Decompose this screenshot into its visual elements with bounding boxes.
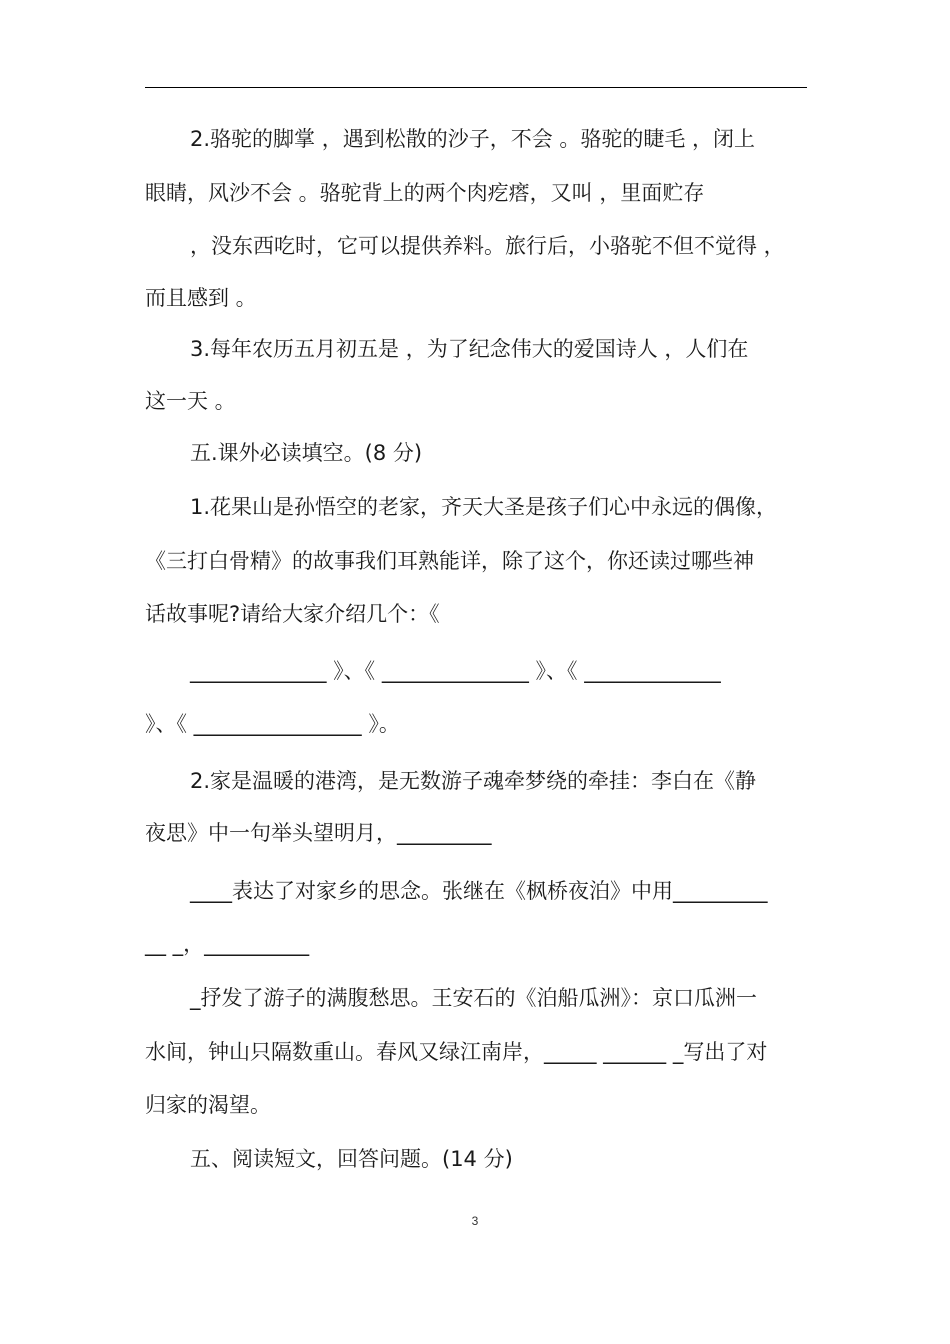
text-line: 水间，钟山只隔数重山。春风又绿江南岸，_____ ______ _写出了对 <box>145 1040 768 1064</box>
text-line: 这一天 。 <box>145 389 236 413</box>
text-line: 夜思》中一句举头望明月，_________ <box>145 821 492 845</box>
blank-line: 》、《 ________________ 》。 <box>145 712 400 736</box>
page-number: 3 <box>471 1214 479 1228</box>
text-line: 《三打白骨精》的故事我们耳熟能详，除了这个，你还读过哪些神 <box>145 549 754 573</box>
header-rule <box>145 87 807 88</box>
text-line: 而且感到 。 <box>145 286 257 310</box>
text-line: 话故事呢?请给大家介绍几个：《 <box>145 602 440 626</box>
text-line: _抒发了游子的满腹愁思。王安石的《泊船瓜洲》：京口瓜洲一 <box>190 986 757 1010</box>
blank-line: __ _，__________ <box>145 932 310 956</box>
text-line: 2.骆驼的脚掌 ，遇到松散的沙子，不会 。骆驼的睫毛 ，闭上 <box>190 127 756 151</box>
blank-line: _____________ 》、《 ______________ 》、《 _____________ <box>190 659 721 683</box>
text-line: 眼睛，风沙不会 。骆驼背上的两个肉疙瘩，又叫 ，里面贮存 <box>145 181 705 205</box>
text-line: ，没东西吃时，它可以提供养料。旅行后，小骆驼不但不觉得 ， <box>190 234 785 258</box>
section-heading: 五、阅读短文，回答问题。(14 分) <box>190 1147 513 1171</box>
text-line: 1.花果山是孙悟空的老家，齐天大圣是孩子们心中永远的偶像， <box>190 495 778 519</box>
text-line: 归家的渴望。 <box>145 1093 271 1117</box>
section-heading: 五.课外必读填空。(8 分) <box>190 441 423 465</box>
text-line: 2.家是温暖的港湾，是无数游子魂牵梦绕的牵挂：李白在《静 <box>190 769 757 793</box>
text-line: 3.每年农历五月初五是 ，为了纪念伟大的爱国诗人 ，人们在 <box>190 337 749 361</box>
text-line: ____表达了对家乡的思念。张继在《枫桥夜泊》中用_________ <box>190 879 768 903</box>
